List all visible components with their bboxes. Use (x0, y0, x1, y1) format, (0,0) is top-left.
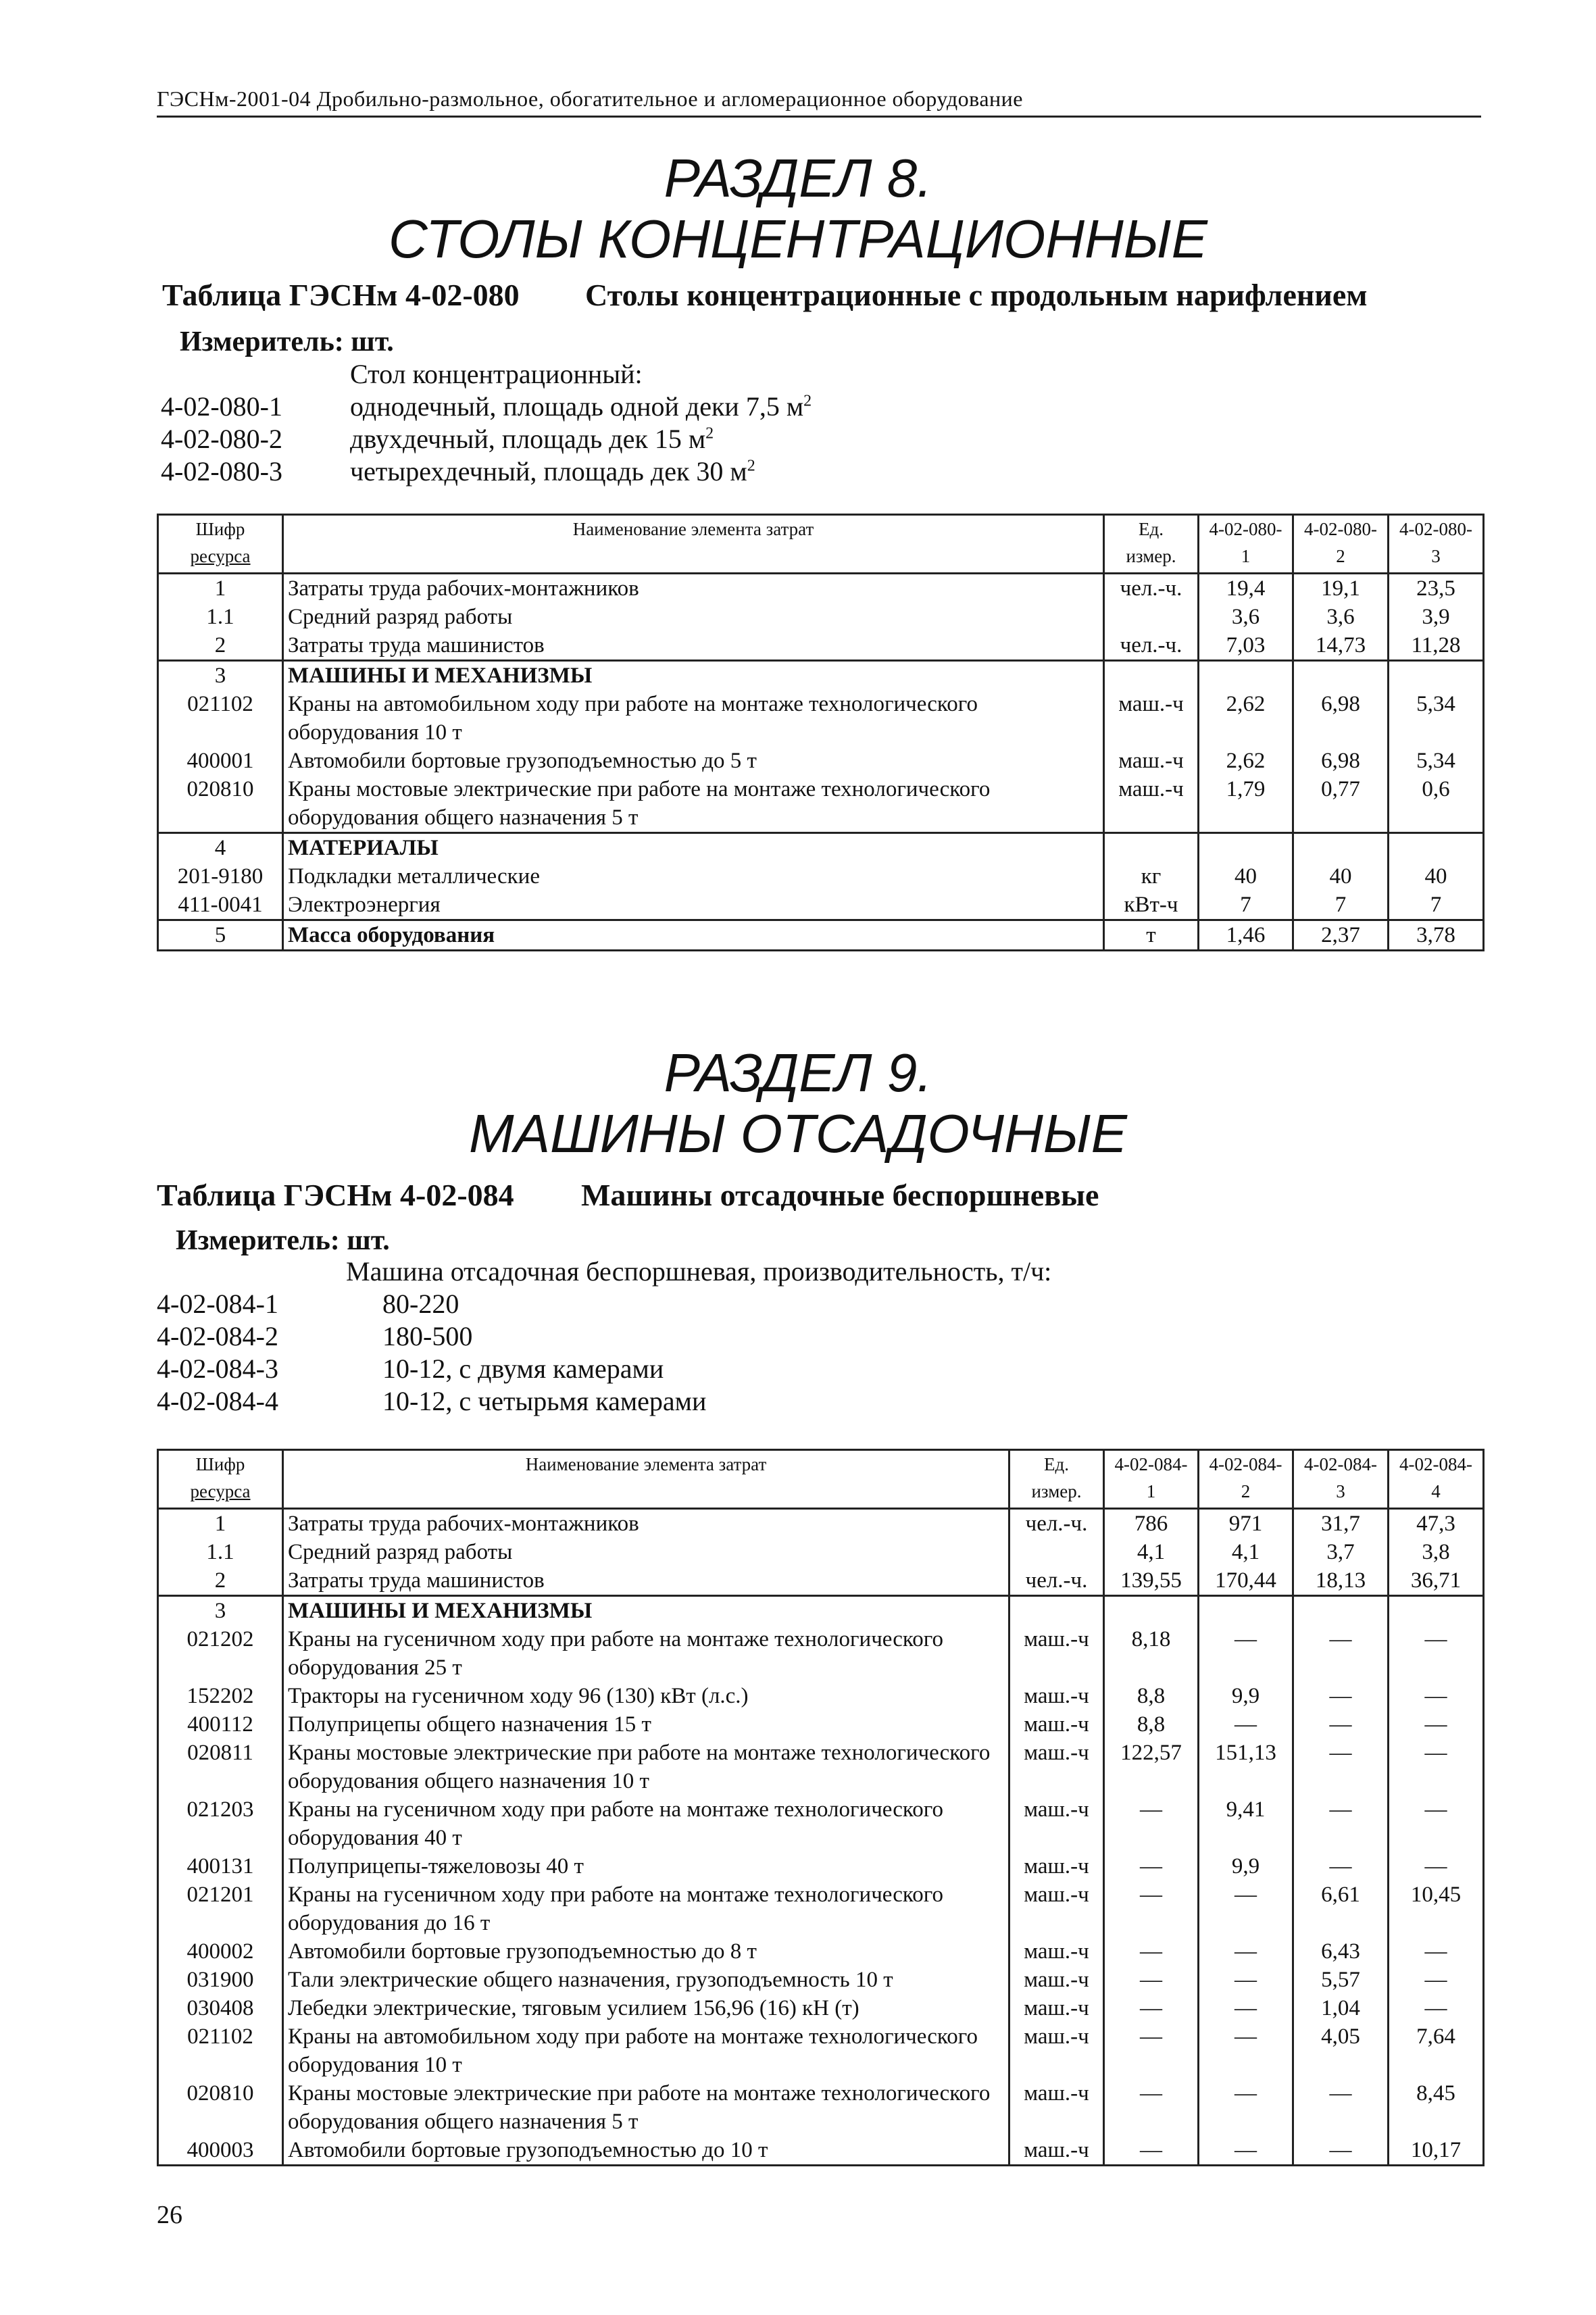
variant-description: 10-12, с четырьмя камерами (382, 1386, 707, 1416)
value-cell: 7,64 (1389, 2022, 1484, 2079)
value-cell: — (1293, 1852, 1389, 1881)
cost-element-name-cell: МАШИНЫ И МЕХАНИЗМЫ (283, 661, 1104, 691)
header-variant-code: 4-02-084- (1114, 1454, 1188, 1474)
cost-element-name-cell: Затраты труда рабочих-монтажников (283, 574, 1104, 603)
value-cell: 40 (1389, 862, 1484, 891)
unit-cell: чел.-ч. (1009, 1566, 1104, 1596)
resource-code-cell: 152202 (158, 1682, 283, 1710)
cost-element-name-cell: Краны на автомобильном ходу при работе на монтаже технологического оборудования 10 т (283, 690, 1104, 747)
value-cell: 8,45 (1389, 2079, 1484, 2136)
cost-element-name-cell: Краны мостовые электрические при работе на монтаже технологического оборудования общего назначения 5 т (283, 2079, 1009, 2136)
value-cell: 6,43 (1293, 1937, 1389, 1966)
value-cell: 7,03 (1199, 631, 1293, 661)
table-row (158, 690, 1484, 747)
value-cell (1389, 833, 1484, 863)
resource-code-cell: 021201 (158, 1881, 283, 1937)
variant-code: 4-02-080-2 (161, 424, 282, 454)
measure-label: Измеритель: шт. (176, 1225, 390, 1256)
value-cell: 14,73 (1293, 631, 1389, 661)
value-cell: 9,9 (1199, 1682, 1293, 1710)
value-cell: 170,44 (1199, 1566, 1293, 1596)
value-cell: 3,9 (1389, 603, 1484, 631)
value-cell (1199, 833, 1293, 863)
value-cell: 3,6 (1293, 603, 1389, 631)
header-variant-code: 4-02-084- (1304, 1454, 1377, 1474)
running-header: ГЭСНм-2001-04 Дробильно-размольное, обогатительное и агломерационное оборудование (157, 86, 1481, 118)
resource-code-cell: 2 (158, 631, 283, 661)
resource-code-cell: 400003 (158, 2136, 283, 2166)
resource-code-cell: 3 (158, 1596, 283, 1626)
resource-code-cell: 1 (158, 1509, 283, 1539)
unit-cell: маш.-ч (1104, 747, 1199, 775)
cost-element-name-cell: МАШИНЫ И МЕХАНИЗМЫ (283, 1596, 1009, 1626)
value-cell: 122,57 (1104, 1739, 1199, 1795)
header-variant-code: 4-02-084- (1399, 1454, 1472, 1474)
header-code (158, 1450, 283, 1509)
value-cell: — (1104, 2079, 1199, 2136)
table-row (158, 891, 1484, 920)
unit-cell: маш.-ч (1009, 1937, 1104, 1966)
header-variant-code: 4-02-080- (1304, 519, 1377, 539)
value-cell: 3,78 (1389, 920, 1484, 951)
section9-number: РАЗДЕЛ 9. (664, 1043, 932, 1103)
value-cell: 8,8 (1104, 1682, 1199, 1710)
unit-cell: маш.-ч (1009, 1682, 1104, 1710)
value-cell: 2,37 (1293, 920, 1389, 951)
resource-code-cell: 021202 (158, 1625, 283, 1682)
value-cell: 7 (1389, 891, 1484, 920)
cost-element-name-cell: Автомобили бортовые грузоподъемностью до 8 т (283, 1937, 1009, 1966)
superscript: 2 (705, 424, 714, 443)
value-cell: — (1389, 1852, 1484, 1881)
unit-cell (1104, 603, 1199, 631)
cost-element-name-cell: Лебедки электрические, тяговым усилием 156,96 (16) кН (т) (283, 1994, 1009, 2022)
header-variant-column (1389, 515, 1484, 574)
table-row (158, 747, 1484, 775)
table-row (158, 920, 1484, 951)
resource-code-cell: 411-0041 (158, 891, 283, 920)
value-cell: — (1199, 1966, 1293, 1994)
unit-cell (1009, 1596, 1104, 1626)
variant-description: однодечный, площадь одной деки 7,5 $м^2$ (350, 391, 812, 422)
measure-label: Измеритель: шт. (180, 326, 394, 357)
page-number: 26 (157, 2201, 182, 2229)
cost-element-name-cell: Подкладки металлические (283, 862, 1104, 891)
table-row (158, 661, 1484, 691)
variant-code: 4-02-084-1 (157, 1289, 278, 1319)
value-cell: 786 (1104, 1509, 1199, 1539)
value-cell: 1,79 (1199, 775, 1293, 833)
value-cell: 0,6 (1389, 775, 1484, 833)
value-cell: 10,17 (1389, 2136, 1484, 2166)
value-cell: — (1389, 1795, 1484, 1852)
resource-code-cell: 1.1 (158, 603, 283, 631)
table-row (158, 631, 1484, 661)
value-cell: — (1389, 1937, 1484, 1966)
table-row (158, 1937, 1484, 1966)
cost-element-name-cell: МАТЕРИАЛЫ (283, 833, 1104, 863)
value-cell: — (1293, 1739, 1389, 1795)
header-variant-number: 3 (1431, 546, 1441, 566)
table-row (158, 1509, 1484, 1539)
header-variant-column (1293, 1450, 1389, 1509)
header-code-line2: ресурса (190, 546, 251, 566)
cost-element-name-cell: Электроэнергия (283, 891, 1104, 920)
value-cell: — (1389, 1682, 1484, 1710)
table-row (158, 1739, 1484, 1795)
value-cell: — (1293, 1710, 1389, 1739)
value-cell: — (1389, 1994, 1484, 2022)
resource-code-cell: 5 (158, 920, 283, 951)
norm-table-4-02-080 (157, 514, 1485, 951)
value-cell: — (1389, 1625, 1484, 1682)
value-cell: 6,61 (1293, 1881, 1389, 1937)
value-cell: 8,8 (1104, 1710, 1199, 1739)
value-cell: 23,5 (1389, 574, 1484, 603)
value-cell: — (1293, 2136, 1389, 2166)
variant-description: четырехдечный, площадь дек 30 $м^2$ (350, 456, 755, 487)
variant-description: двухдечный, площадь дек 15 $м^2$ (350, 424, 714, 454)
unit-cell: т (1104, 920, 1199, 951)
unit-cell: маш.-ч (1009, 1852, 1104, 1881)
variant-code: 4-02-084-4 (157, 1386, 278, 1416)
value-cell: — (1199, 1710, 1293, 1739)
value-cell (1199, 661, 1293, 691)
value-cell: — (1104, 1937, 1199, 1966)
unit-cell: маш.-ч (1009, 1881, 1104, 1937)
resource-code-cell: 021203 (158, 1795, 283, 1852)
resource-code-cell: 400001 (158, 747, 283, 775)
header-name: Наименование элемента затрат (283, 515, 1104, 574)
value-cell: 1,04 (1293, 1994, 1389, 2022)
value-cell: 139,55 (1104, 1566, 1199, 1596)
header-unit (1104, 515, 1199, 574)
variant-code: 4-02-084-2 (157, 1321, 278, 1351)
value-cell: — (1104, 1852, 1199, 1881)
value-cell: 6,98 (1293, 690, 1389, 747)
value-cell (1293, 661, 1389, 691)
table-row (158, 1596, 1484, 1626)
header-name: Наименование элемента затрат (283, 1450, 1009, 1509)
header-variant-number: 2 (1336, 546, 1345, 566)
resource-code-cell: 021102 (158, 2022, 283, 2079)
value-cell: 19,1 (1293, 574, 1389, 603)
header-variant-number: 1 (1241, 546, 1251, 566)
superscript: 2 (747, 457, 755, 475)
value-cell: — (1199, 1881, 1293, 1937)
value-cell: 40 (1293, 862, 1389, 891)
value-cell: 0,77 (1293, 775, 1389, 833)
value-cell: — (1389, 1966, 1484, 1994)
unit-cell (1009, 1538, 1104, 1566)
value-cell: 47,3 (1389, 1509, 1484, 1539)
header-variant-code: 4-02-084- (1209, 1454, 1282, 1474)
value-cell: — (1199, 1625, 1293, 1682)
value-cell: 5,57 (1293, 1966, 1389, 1994)
value-cell: 3,7 (1293, 1538, 1389, 1566)
value-cell: 10,45 (1389, 1881, 1484, 1937)
value-cell: — (1199, 2022, 1293, 2079)
value-cell: — (1104, 1966, 1199, 1994)
header-variant-column (1104, 1450, 1199, 1509)
resource-code-cell: 3 (158, 661, 283, 691)
value-cell: 971 (1199, 1509, 1293, 1539)
header-unit (1009, 1450, 1104, 1509)
header-code-line1: Шифр (195, 1454, 245, 1474)
table-title: Столы концентрационные с продольным нарифлением (585, 278, 1368, 312)
resource-code-cell: 021102 (158, 690, 283, 747)
unit-cell: чел.-ч. (1009, 1509, 1104, 1539)
resource-code-cell: 020810 (158, 2079, 283, 2136)
table-row (158, 1682, 1484, 1710)
value-cell: — (1293, 1625, 1389, 1682)
superscript: 2 (803, 392, 812, 410)
cost-element-name-cell: Средний разряд работы (283, 1538, 1009, 1566)
header-variant-number: 4 (1431, 1481, 1441, 1501)
unit-cell: маш.-ч (1009, 2022, 1104, 2079)
cost-element-name-cell: Краны на гусеничном ходу при работе на монтаже технологического оборудования 40 т (283, 1795, 1009, 1852)
value-cell: 31,7 (1293, 1509, 1389, 1539)
resource-code-cell: 2 (158, 1566, 283, 1596)
value-cell: 4,1 (1104, 1538, 1199, 1566)
cost-element-name-cell: Краны на автомобильном ходу при работе на монтаже технологического оборудования 10 т (283, 2022, 1009, 2079)
unit-cell: чел.-ч. (1104, 631, 1199, 661)
resource-code-cell: 020811 (158, 1739, 283, 1795)
table-row (158, 1710, 1484, 1739)
table-row (158, 1625, 1484, 1682)
norm-table-4-02-084 (157, 1449, 1485, 2166)
variant-code: 4-02-080-1 (161, 391, 282, 422)
unit-cell: маш.-ч (1009, 1625, 1104, 1682)
value-cell (1389, 1596, 1484, 1626)
value-cell: 18,13 (1293, 1566, 1389, 1596)
cost-element-name-cell: Автомобили бортовые грузоподъемностью до 10 т (283, 2136, 1009, 2166)
value-cell: — (1104, 2136, 1199, 2166)
unit-cell: маш.-ч (1104, 690, 1199, 747)
unit-cell: маш.-ч (1009, 2136, 1104, 2166)
variant-code: 4-02-080-3 (161, 456, 282, 487)
value-cell: — (1293, 1682, 1389, 1710)
variant-code: 4-02-084-3 (157, 1353, 278, 1384)
resource-code-cell: 030408 (158, 1994, 283, 2022)
header-variant-number: 1 (1146, 1481, 1156, 1501)
value-cell (1389, 661, 1484, 691)
unit-cell: кВт-ч (1104, 891, 1199, 920)
cost-element-name-cell: Средний разряд работы (283, 603, 1104, 631)
table-row (158, 574, 1484, 603)
value-cell: 11,28 (1389, 631, 1484, 661)
value-cell (1104, 1596, 1199, 1626)
unit-cell: маш.-ч (1009, 1739, 1104, 1795)
unit-cell: маш.-ч (1009, 2079, 1104, 2136)
value-cell: 3,8 (1389, 1538, 1484, 1566)
unit-cell: маш.-ч (1009, 1994, 1104, 2022)
unit-cell: чел.-ч. (1104, 574, 1199, 603)
unit-cell: маш.-ч (1009, 1966, 1104, 1994)
value-cell: 8,18 (1104, 1625, 1199, 1682)
resource-code-cell: 1.1 (158, 1538, 283, 1566)
resource-code-cell: 201-9180 (158, 862, 283, 891)
header-unit-line1: Ед. (1139, 519, 1164, 539)
value-cell: 36,71 (1389, 1566, 1484, 1596)
value-cell: — (1104, 1795, 1199, 1852)
unit-cell (1104, 661, 1199, 691)
section8-title: СТОЛЫ КОНЦЕНТРАЦИОННЫЕ (388, 209, 1208, 269)
table-row (158, 1994, 1484, 2022)
value-cell: 151,13 (1199, 1739, 1293, 1795)
table-row (158, 2079, 1484, 2136)
cost-element-name-cell: Краны мостовые электрические при работе на монтаже технологического оборудования общего назначения 10 т (283, 1739, 1009, 1795)
value-cell: 4,1 (1199, 1538, 1293, 1566)
resource-code-cell: 020810 (158, 775, 283, 833)
header-unit-line2: измер. (1031, 1481, 1082, 1501)
table-code: Таблица ГЭСНм 4-02-080 (162, 278, 520, 312)
value-cell: 7 (1199, 891, 1293, 920)
section9-title: МАШИНЫ ОТСАДОЧНЫЕ (468, 1103, 1128, 1164)
value-cell: 7 (1293, 891, 1389, 920)
value-cell: — (1104, 1994, 1199, 2022)
variants-intro: Машина отсадочная беспоршневая, производительность, т/ч: (346, 1256, 1052, 1287)
value-cell: 3,6 (1199, 603, 1293, 631)
header-code-line2: ресурса (190, 1481, 251, 1501)
header-unit-line1: Ед. (1044, 1454, 1069, 1474)
unit-cell (1104, 833, 1199, 863)
table-row (158, 1881, 1484, 1937)
value-cell: 4,05 (1293, 2022, 1389, 2079)
value-cell: — (1199, 1994, 1293, 2022)
unit-cell: маш.-ч (1009, 1795, 1104, 1852)
section8-number: РАЗДЕЛ 8. (664, 148, 932, 208)
resource-code-cell: 4 (158, 833, 283, 863)
value-cell: 1,46 (1199, 920, 1293, 951)
header-variant-column (1199, 515, 1293, 574)
cost-element-name-cell: Краны на гусеничном ходу при работе на монтаже технологического оборудования до 16 т (283, 1881, 1009, 1937)
cost-element-name-cell: Краны на гусеничном ходу при работе на монтаже технологического оборудования 25 т (283, 1625, 1009, 1682)
value-cell: — (1389, 1710, 1484, 1739)
value-cell: — (1293, 2079, 1389, 2136)
cost-element-name-cell: Затраты труда машинистов (283, 631, 1104, 661)
table-row (158, 1795, 1484, 1852)
header-unit-line2: измер. (1126, 546, 1176, 566)
value-cell: 19,4 (1199, 574, 1293, 603)
cost-element-name-cell: Полуприцепы-тяжеловозы 40 т (283, 1852, 1009, 1881)
cost-element-name-cell: Полуприцепы общего назначения 15 т (283, 1710, 1009, 1739)
resource-code-cell: 031900 (158, 1966, 283, 1994)
value-cell (1293, 1596, 1389, 1626)
header-variant-number: 3 (1336, 1481, 1345, 1501)
resource-code-cell: 400112 (158, 1710, 283, 1739)
variants-intro: Стол концентрационный: (350, 359, 643, 389)
value-cell: 40 (1199, 862, 1293, 891)
cost-element-name-cell: Затраты труда машинистов (283, 1566, 1009, 1596)
header-variant-column (1199, 1450, 1293, 1509)
value-cell: 5,34 (1389, 747, 1484, 775)
table-row (158, 862, 1484, 891)
value-cell: 5,34 (1389, 690, 1484, 747)
variant-description: 180-500 (382, 1321, 473, 1351)
header-code (158, 515, 283, 574)
resource-code-cell: 400131 (158, 1852, 283, 1881)
table-title: Машины отсадочные беспоршневые (581, 1178, 1099, 1212)
table-row (158, 603, 1484, 631)
table-code: Таблица ГЭСНм 4-02-084 (157, 1178, 514, 1212)
value-cell: 6,98 (1293, 747, 1389, 775)
header-variant-code: 4-02-080- (1209, 519, 1282, 539)
header-variant-number: 2 (1241, 1481, 1251, 1501)
value-cell: 9,9 (1199, 1852, 1293, 1881)
variant-description: 10-12, с двумя камерами (382, 1353, 664, 1384)
table-row (158, 775, 1484, 833)
header-variant-column (1293, 515, 1389, 574)
cost-element-name-cell: Краны мостовые электрические при работе на монтаже технологического оборудования общего назначения 5 т (283, 775, 1104, 833)
header-code-line1: Шифр (195, 519, 245, 539)
cost-element-name-cell: Автомобили бортовые грузоподъемностью до 5 т (283, 747, 1104, 775)
cost-element-name-cell: Масса оборудования (283, 920, 1104, 951)
table-row (158, 2022, 1484, 2079)
value-cell: — (1199, 1937, 1293, 1966)
value-cell (1199, 1596, 1293, 1626)
value-cell: — (1104, 2022, 1199, 2079)
unit-cell: маш.-ч (1009, 1710, 1104, 1739)
value-cell: 9,41 (1199, 1795, 1293, 1852)
table-row (158, 1538, 1484, 1566)
value-cell: — (1199, 2079, 1293, 2136)
unit-cell: кг (1104, 862, 1199, 891)
header-variant-column (1389, 1450, 1484, 1509)
value-cell: 2,62 (1199, 747, 1293, 775)
value-cell (1293, 833, 1389, 863)
table-row (158, 1566, 1484, 1596)
cost-element-name-cell: Тракторы на гусеничном ходу 96 (130) кВт (л.с.) (283, 1682, 1009, 1710)
variant-description: 80-220 (382, 1289, 459, 1319)
value-cell: — (1104, 1881, 1199, 1937)
value-cell: — (1389, 1739, 1484, 1795)
unit-cell: маш.-ч (1104, 775, 1199, 833)
value-cell: — (1293, 1795, 1389, 1852)
header-variant-code: 4-02-080- (1399, 519, 1472, 539)
table-row (158, 2136, 1484, 2166)
value-cell: — (1199, 2136, 1293, 2166)
cost-element-name-cell: Затраты труда рабочих-монтажников (283, 1509, 1009, 1539)
resource-code-cell: 1 (158, 574, 283, 603)
cost-element-name-cell: Тали электрические общего назначения, грузоподъемность 10 т (283, 1966, 1009, 1994)
resource-code-cell: 400002 (158, 1937, 283, 1966)
table-row (158, 833, 1484, 863)
table-row (158, 1966, 1484, 1994)
table-row (158, 1852, 1484, 1881)
value-cell: 2,62 (1199, 690, 1293, 747)
